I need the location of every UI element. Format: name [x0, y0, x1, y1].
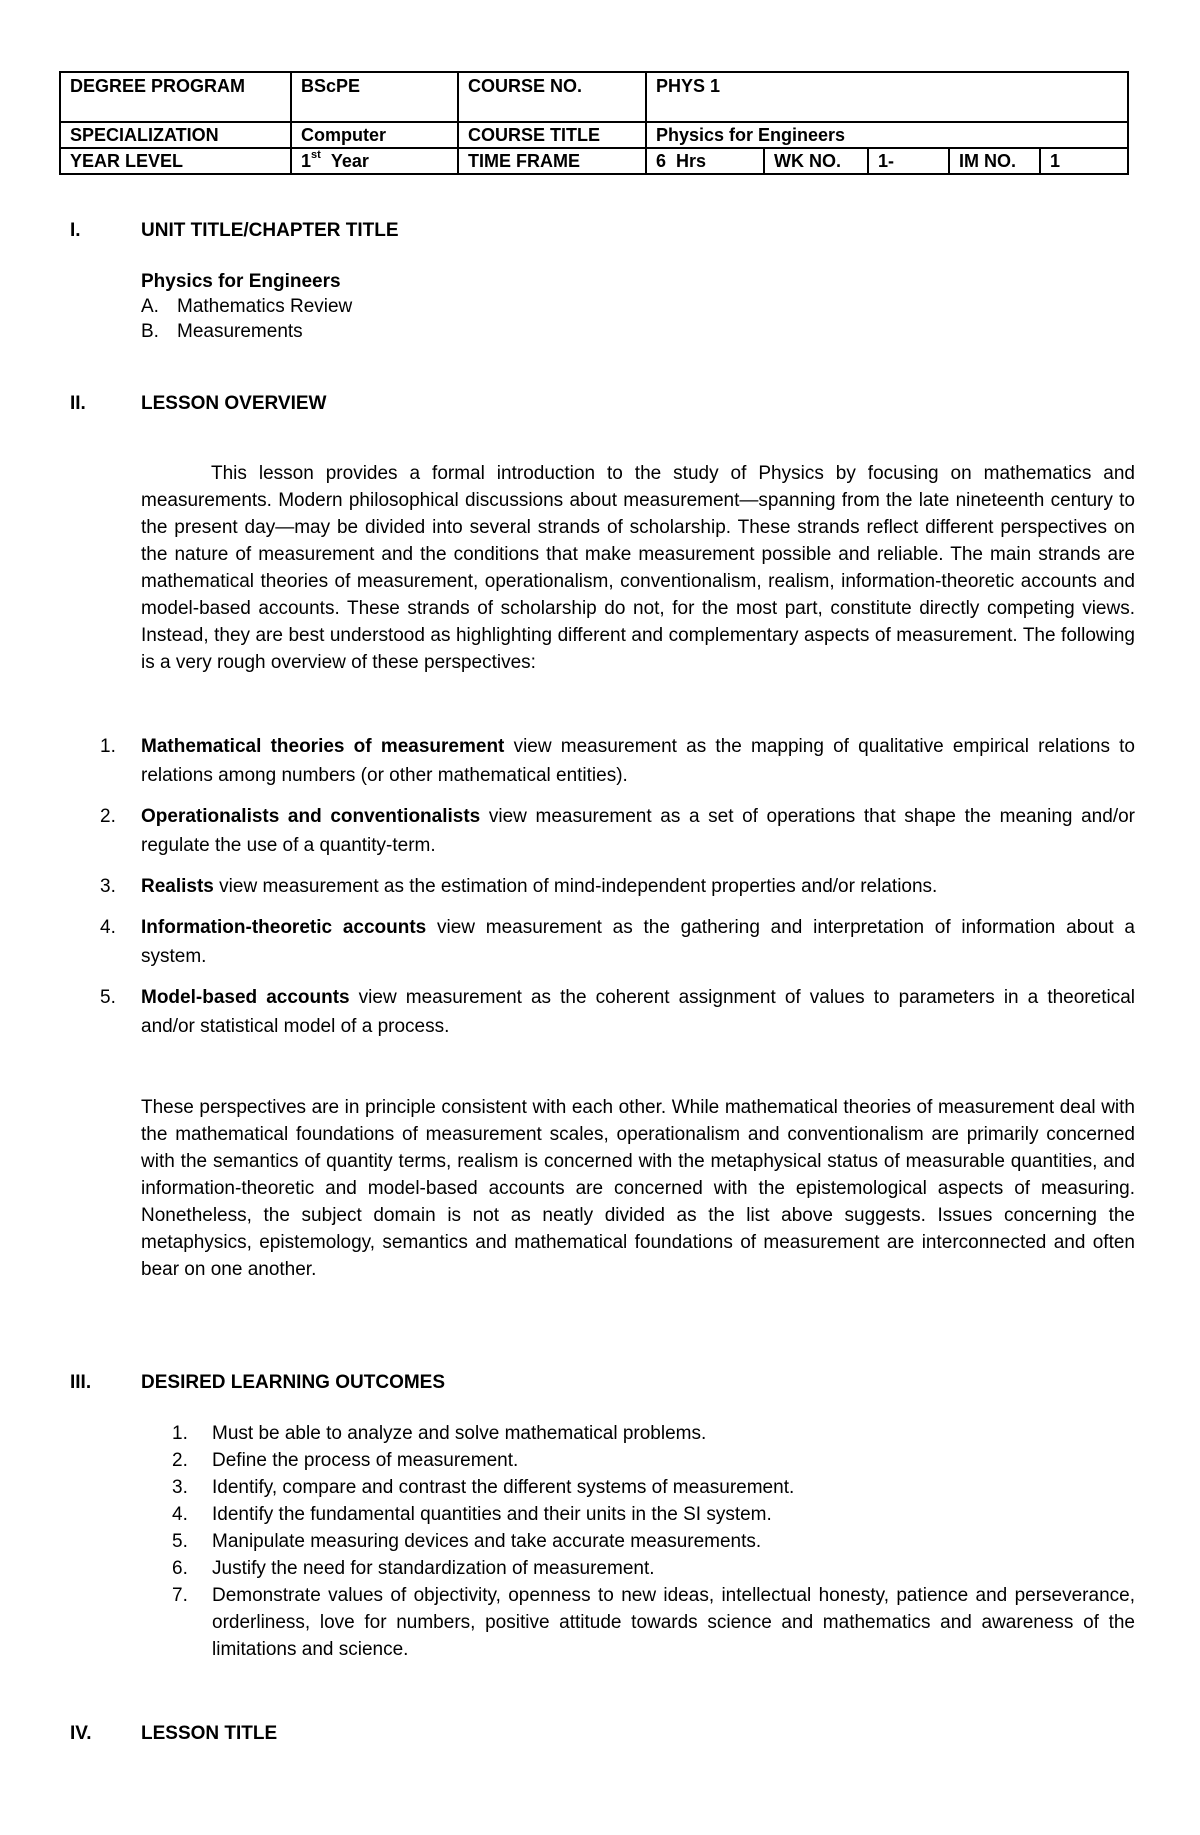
time-frame-label: TIME FRAME	[458, 148, 646, 174]
unit-item	[141, 294, 352, 319]
section-1-number: I.	[70, 220, 81, 241]
list-item	[172, 1420, 1135, 1447]
list-item-text: Justify the need for standardization of measurement.	[212, 1558, 655, 1579]
list-item-number: 4.	[100, 917, 116, 938]
list-item-text: Demonstrate values of objectivity, openness to new ideas, intellectual honesty, patience and perseverance, orderliness, love for numbers, positive attitude towards science and mathematics and awareness of the limitations and science.	[212, 1585, 1135, 1660]
list-item-number: 5.	[100, 987, 116, 1008]
lesson-overview-intro: This lesson provides a formal introduction to the study of Physics by focusing on mathematics and measurements. Modern philosophical discussions about measurement—spanning from the late nineteenth century to the present day—may be divided into several strands of scholarship. These strands reflect different perspectives on the nature of measurement and the conditions that make measurement possible and reliable. The main strands are mathematical theories of measurement, operationalism, conventionalism, realism, information-theoretic accounts and model-based accounts. These strands of scholarship do not, for the most part, constitute directly competing views. Instead, they are best understood as highlighting different and complementary aspects of measurement. The following is a very rough overview of these perspectives:	[141, 463, 1135, 673]
perspective-term: Realists	[141, 876, 214, 897]
unit-subject: Physics for Engineers	[141, 271, 341, 292]
unit-item	[141, 319, 352, 344]
course-no-value: PHYS 1	[646, 72, 1128, 122]
list-item-text: Define the process of measurement.	[212, 1450, 519, 1471]
unit-title-block	[141, 269, 352, 344]
section-1-title: UNIT TITLE/CHAPTER TITLE	[141, 220, 399, 241]
specialization-label: SPECIALIZATION	[60, 122, 291, 148]
list-item-number: 2.	[172, 1450, 188, 1471]
list-item-text: Identify the fundamental quantities and their units in the SI system.	[212, 1504, 772, 1525]
list-item	[100, 983, 1135, 1041]
list-item-number: 1.	[100, 736, 116, 757]
section-3-number: III.	[70, 1372, 92, 1393]
section-2-title: LESSON OVERVIEW	[141, 393, 327, 414]
course-title-value: Physics for Engineers	[646, 122, 1128, 148]
lesson-overview-closing: These perspectives are in principle consistent with each other. While mathematical theories of measurement deal with the mathematical foundations of measurement scales, operationalism and conventionalism are primarily concerned with the semantics of quantity terms, realism is concerned with the metaphysical status of measurable quantities, and information-theoretic and model-based accounts are concerned with the epistemological aspects of measuring. Nonetheless, the subject domain is not as neatly divided as the list above suggests. Issues concerning the metaphysics, epistemology, semantics and mathematical foundations of measurement are interconnected and often bear on one another.	[141, 1097, 1135, 1280]
wk-no-value: 1-	[868, 148, 949, 174]
list-item-number: 5.	[172, 1531, 188, 1552]
list-item-text: Identify, compare and contrast the different systems of measurement.	[212, 1477, 795, 1498]
section-4-title: LESSON TITLE	[141, 1723, 278, 1744]
specialization-value: Computer	[291, 122, 458, 148]
section-3-title: DESIRED LEARNING OUTCOMES	[141, 1372, 446, 1393]
list-item	[172, 1447, 1135, 1474]
list-item	[100, 913, 1135, 971]
course-header-table	[59, 71, 1129, 175]
time-frame-value: 6 Hrs	[646, 148, 764, 174]
year-level-word: Year	[330, 151, 369, 171]
list-item	[172, 1582, 1135, 1663]
unit-item-marker: A.	[141, 296, 159, 317]
section-4-number: IV.	[70, 1723, 92, 1744]
perspective-term: Operationalists and conventionalists	[141, 806, 481, 827]
list-item-text: Must be able to analyze and solve mathematical problems.	[212, 1423, 707, 1444]
list-item-text: Manipulate measuring devices and take accurate measurements.	[212, 1531, 762, 1552]
list-item	[100, 732, 1135, 790]
im-no-value: 1	[1040, 148, 1128, 174]
section-2-number: II.	[70, 393, 86, 414]
perspective-term: Model-based accounts	[141, 987, 350, 1008]
unit-item-marker: B.	[141, 321, 159, 342]
list-item-number: 3.	[100, 876, 116, 897]
list-item-number: 4.	[172, 1504, 188, 1525]
list-item	[172, 1474, 1135, 1501]
year-level-sup: st	[311, 149, 321, 161]
perspective-text: view measurement as the gathering and interpretation of information about a system.	[141, 917, 1136, 967]
list-item-number: 3.	[172, 1477, 188, 1498]
course-title-label: COURSE TITLE	[458, 122, 646, 148]
degree-program-label: DEGREE PROGRAM	[60, 72, 291, 122]
list-item	[100, 872, 1135, 901]
wk-no-label: WK NO.	[764, 148, 868, 174]
perspective-term: Information-theoretic accounts	[141, 917, 427, 938]
list-item-number: 1.	[172, 1423, 188, 1444]
im-no-label: IM NO.	[949, 148, 1040, 174]
year-level-num: 1	[301, 151, 312, 171]
list-item	[172, 1555, 1135, 1582]
list-item-number: 2.	[100, 806, 116, 827]
list-item	[100, 802, 1135, 860]
perspective-text: view measurement as the coherent assignment of values to parameters in a theoretical and/or statistical model of a process.	[141, 987, 1135, 1037]
learning-outcomes-list	[172, 1420, 1135, 1663]
list-item	[172, 1528, 1135, 1555]
unit-item-text: Measurements	[177, 321, 303, 342]
year-level-value	[291, 148, 458, 174]
unit-item-text: Mathematics Review	[177, 296, 353, 317]
perspective-text: view measurement as a set of operations that shape the meaning and/or regulate the use of a quantity-term.	[141, 806, 1135, 856]
list-item	[172, 1501, 1135, 1528]
list-item-number: 7.	[172, 1585, 188, 1606]
course-no-label: COURSE NO.	[458, 72, 646, 122]
degree-program-value: BScPE	[291, 72, 458, 122]
perspectives-list	[100, 732, 1135, 1053]
list-item-number: 6.	[172, 1558, 188, 1579]
perspective-text: view measurement as the estimation of mind-independent properties and/or relations.	[213, 876, 938, 897]
year-level-label: YEAR LEVEL	[60, 148, 291, 174]
perspective-term: Mathematical theories of measurement	[141, 736, 505, 757]
perspective-text: view measurement as the mapping of qualitative empirical relations to relations among numbers (or other mathematical entities).	[141, 736, 1135, 786]
